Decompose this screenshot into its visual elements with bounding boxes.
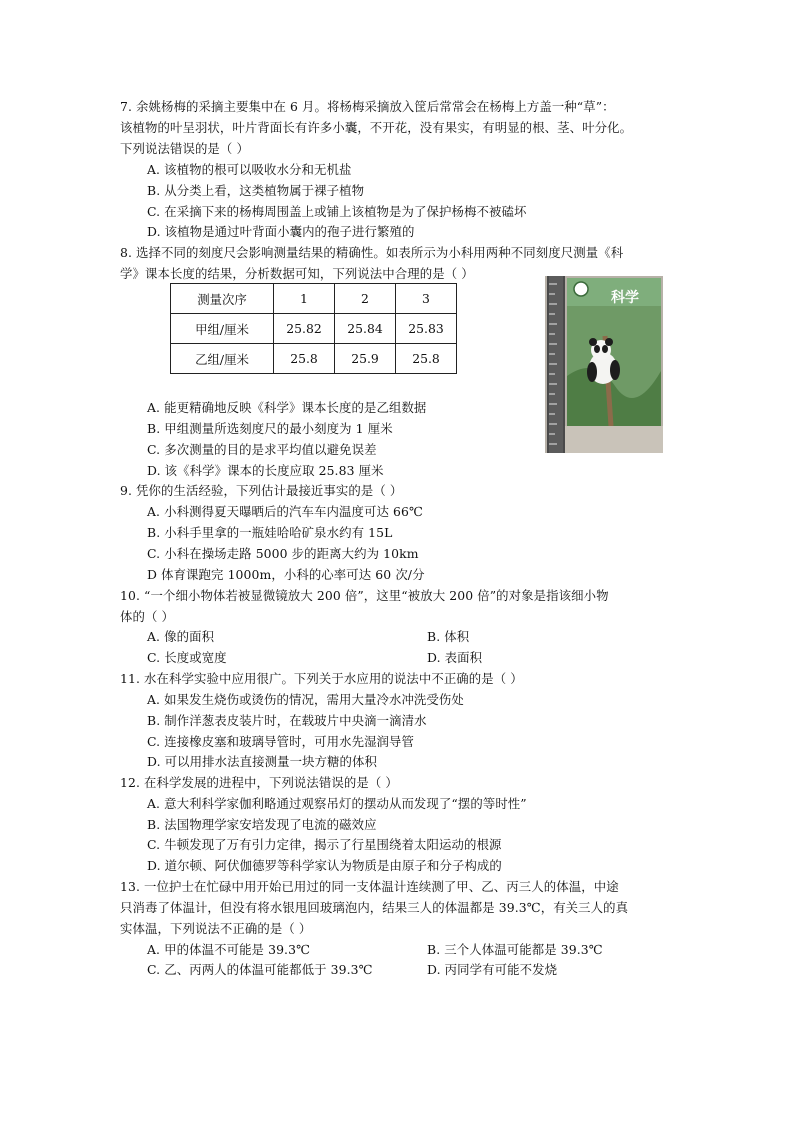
q8-stem-line-1: 8. 选择不同的刻度尺会影响测量结果的精确性。如表所示为小科用两种不同刻度尺测量《科 (120, 245, 624, 260)
q10-option-c: C. 长度或宽度 (147, 650, 227, 665)
q13-stem-line-1: 13. 一位护士在忙碌中用开始已用过的同一支体温计连续测了甲、乙、丙三人的体温，中途 (120, 879, 619, 894)
q12-stem: 12. 在科学发展的进程中，下列说法错误的是（ ） (120, 775, 398, 790)
q9-option-b: B. 小科手里拿的一瓶娃哈哈矿泉水约有 15L (147, 525, 393, 540)
q9-option-a: A. 小科测得夏天曝晒后的汽车车内温度可达 66℃ (147, 504, 423, 519)
textbook-ruler-photo (545, 276, 663, 453)
q13-stem-line-2: 只消毒了体温计，但没有将水银甩回玻璃泡内，结果三人的体温都是 39.3℃，有关三人的真 (120, 900, 629, 915)
q12-option-c: C. 牛顿发现了万有引力定律，揭示了行星围绕着太阳运动的根源 (147, 837, 502, 852)
table-cell: 25.82 (274, 314, 335, 344)
table-cell: 1 (274, 284, 335, 314)
q9-stem: 9. 凭你的生活经验，下列估计最接近事实的是（ ） (120, 483, 403, 498)
q7-stem-line-2: 该植物的叶呈羽状，叶片背面长有许多小囊，不开花，没有果实，有明显的根、茎、叶分化。 (120, 120, 633, 135)
q8-stem-line-2: 学》课本长度的结果，分析数据可知，下列说法中合理的是（ ） (120, 266, 474, 281)
measurement-table (170, 283, 457, 374)
q7-option-c: C. 在采摘下来的杨梅周围盖上或铺上该植物是为了保护杨梅不被磕坏 (147, 204, 527, 219)
q7-option-d: D. 该植物是通过叶背面小囊内的孢子进行繁殖的 (147, 224, 415, 239)
table-cell: 2 (335, 284, 396, 314)
q11-option-c: C. 连接橡皮塞和玻璃导管时，可用水先湿润导管 (147, 734, 415, 749)
q13-option-b: B. 三个人体温可能都是 39.3℃ (427, 942, 603, 957)
q8-option-b: B. 甲组测量所选刻度尺的最小刻度为 1 厘米 (147, 421, 393, 436)
table-cell: 25.8 (396, 344, 457, 374)
table-cell: 乙组/厘米 (171, 344, 274, 374)
book-title: 科学 (611, 290, 639, 306)
table-cell: 3 (396, 284, 457, 314)
q12-option-b: B. 法国物理学家安培发现了电流的磁效应 (147, 817, 377, 832)
q10-option-a: A. 像的面积 (147, 629, 215, 644)
table-cell: 25.8 (274, 344, 335, 374)
q8-option-a: A. 能更精确地反映《科学》课本长度的是乙组数据 (147, 400, 427, 415)
q11-stem: 11. 水在科学实验中应用很广。下列关于水应用的说法中不正确的是（ ） (120, 671, 523, 686)
table-cell: 25.9 (335, 344, 396, 374)
q11-option-b: B. 制作洋葱表皮装片时，在载玻片中央滴一滴清水 (147, 713, 427, 728)
q9-option-d: D 体育课跑完 1000m，小科的心率可达 60 次/分 (147, 567, 425, 582)
q8-option-d: D. 该《科学》课本的长度应取 25.83 厘米 (147, 463, 384, 478)
q11-option-a: A. 如果发生烧伤或烫伤的情况，需用大量冷水冲洗受伤处 (147, 692, 464, 707)
table-cell: 25.84 (335, 314, 396, 344)
q7-stem-line-3: 下列说法错误的是（ ） (120, 141, 249, 156)
table-row (171, 314, 457, 344)
q12-option-a: A. 意大利科学家伽利略通过观察吊灯的摆动从而发现了“摆的等时性” (147, 796, 527, 811)
table-cell: 测量次序 (171, 284, 274, 314)
q10-option-b: B. 体积 (427, 629, 470, 644)
q7-option-a: A. 该植物的根可以吸收水分和无机盐 (147, 162, 352, 177)
q7-option-b: B. 从分类上看，这类植物属于裸子植物 (147, 183, 365, 198)
q10-stem-line-2: 体的（ ） (120, 609, 175, 624)
q13-stem-line-3: 实体温，下列说法不正确的是（ ） (120, 921, 312, 936)
q13-option-c: C. 乙、丙两人的体温可能都低于 39.3℃ (147, 962, 373, 977)
table-cell: 甲组/厘米 (171, 314, 274, 344)
table-row (171, 344, 457, 374)
q10-option-d: D. 表面积 (427, 650, 483, 665)
q12-option-d: D. 道尔顿、阿伏伽德罗等科学家认为物质是由原子和分子构成的 (147, 858, 502, 873)
table-cell: 25.83 (396, 314, 457, 344)
table-header-row (171, 284, 457, 314)
q11-option-d: D. 可以用排水法直接测量一块方糖的体积 (147, 754, 378, 769)
q13-option-d: D. 丙同学有可能不发烧 (427, 962, 558, 977)
q10-stem-line-1: 10. “一个细小物体若被显微镜放大 200 倍”，这里“被放大 200 倍”的对象是指该细小物 (120, 588, 609, 603)
q9-option-c: C. 小科在操场走路 5000 步的距离大约为 10km (147, 546, 419, 561)
q13-option-a: A. 甲的体温不可能是 39.3℃ (147, 942, 311, 957)
q8-option-c: C. 多次测量的目的是求平均值以避免误差 (147, 442, 377, 457)
q7-stem-line-1: 7. 余姚杨梅的采摘主要集中在 6 月。将杨梅采摘放入筐后常常会在杨梅上方盖一种“草”： (120, 99, 615, 114)
